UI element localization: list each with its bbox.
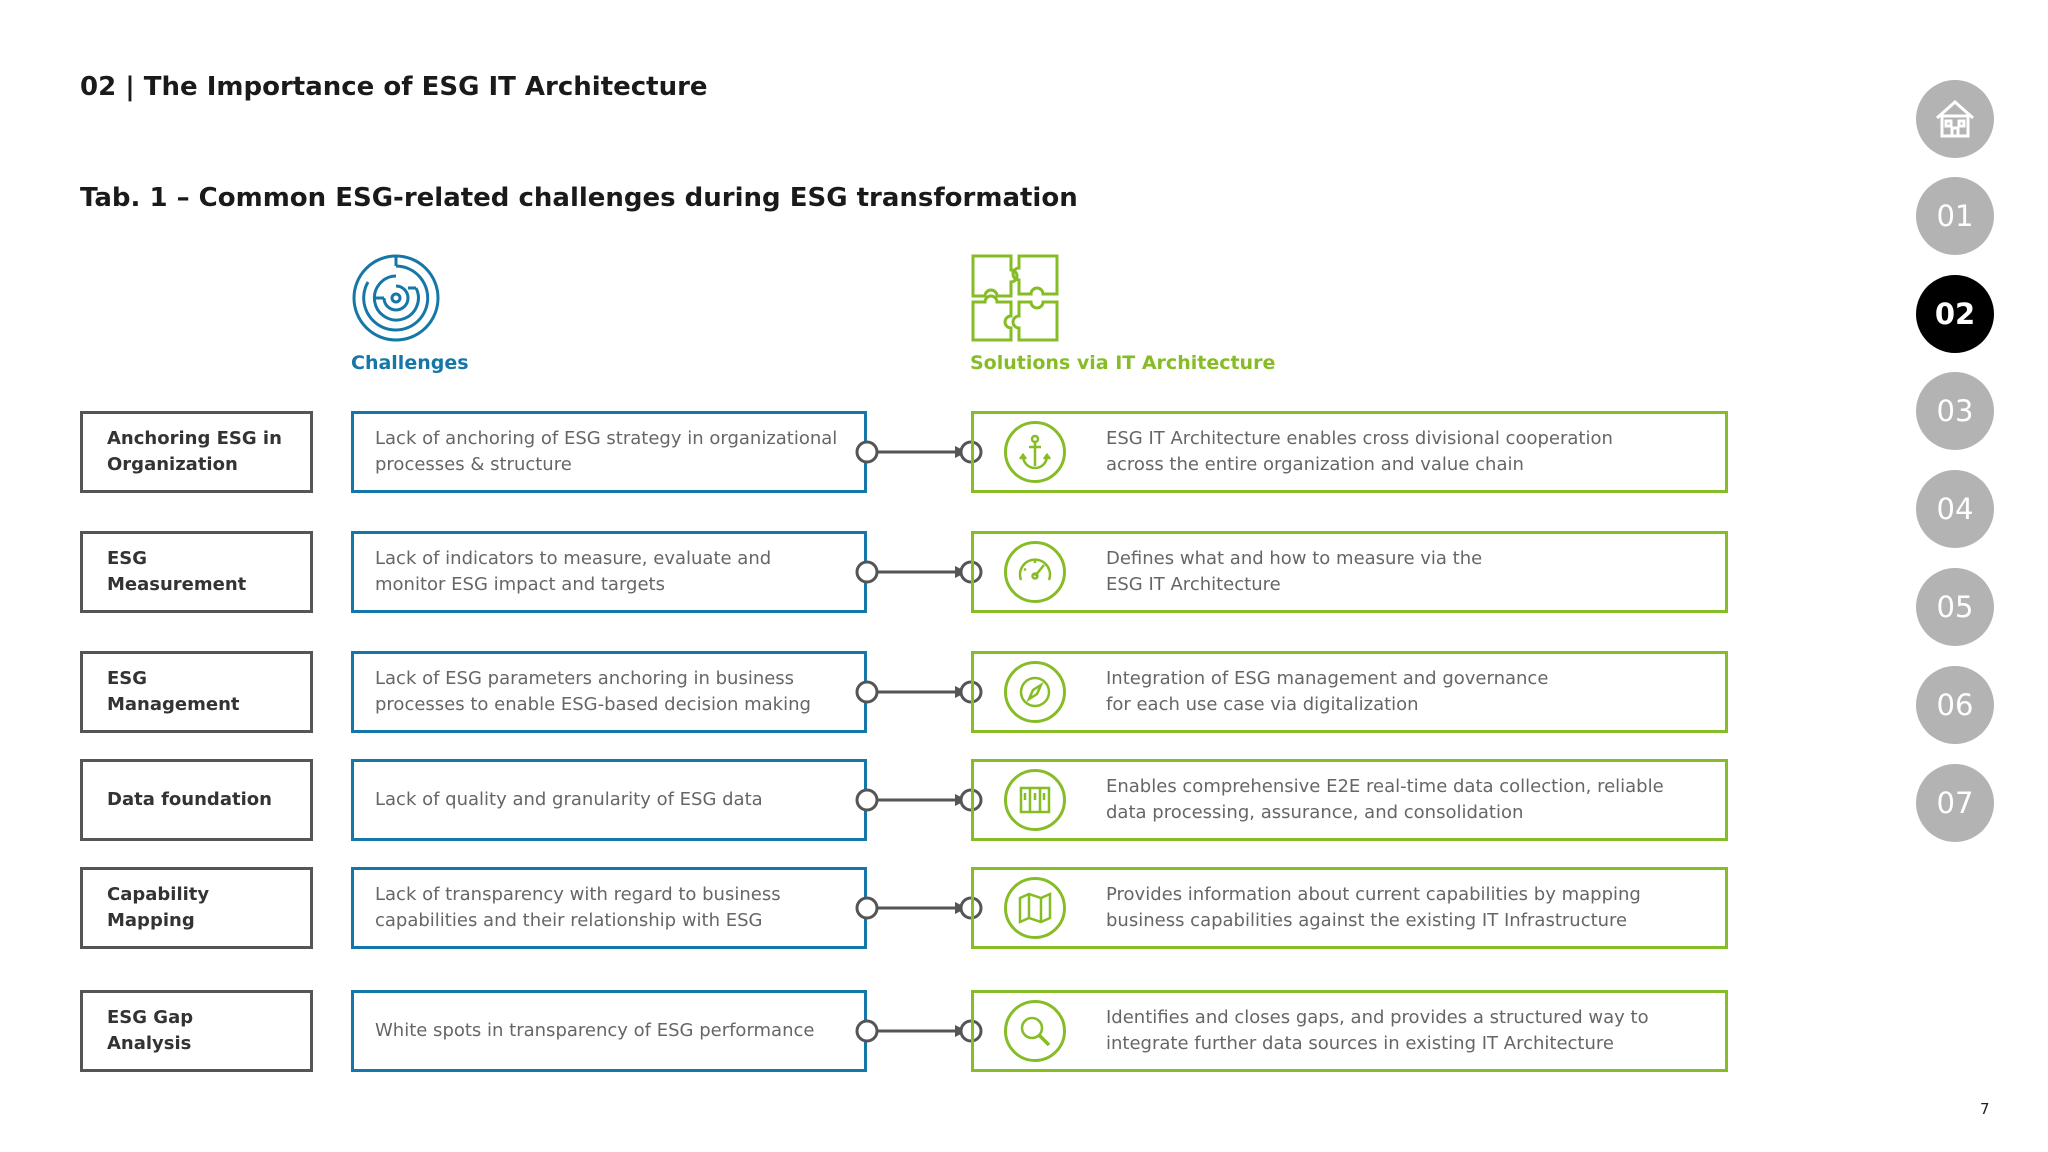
nav-section-01[interactable]: 01 <box>1916 177 1994 255</box>
connector-arrow <box>851 890 987 926</box>
category-box: ESG Gap Analysis <box>80 990 313 1072</box>
connector-arrow <box>851 782 987 818</box>
map-icon <box>1004 877 1066 939</box>
compass-icon <box>1004 661 1066 723</box>
nav-section-04[interactable]: 04 <box>1916 470 1994 548</box>
anchor-icon <box>1004 421 1066 483</box>
category-box: ESG Measurement <box>80 531 313 613</box>
connector-arrow <box>851 434 987 470</box>
connector-arrow <box>851 554 987 590</box>
solutions-column-label: Solutions via IT Architecture <box>970 352 1276 374</box>
table-row <box>0 990 1740 1072</box>
page-number: 7 <box>1980 1100 1990 1118</box>
home-button[interactable] <box>1916 80 1994 158</box>
challenges-column-label: Challenges <box>351 352 469 374</box>
category-box: ESG Management <box>80 651 313 733</box>
connector-arrow <box>851 674 987 710</box>
home-icon <box>1932 96 1978 142</box>
solution-box: ESG IT Architecture enables cross divisional cooperation across the entire organization and value chain <box>971 411 1728 493</box>
challenge-box: Lack of ESG parameters anchoring in business processes to enable ESG-based decision making <box>351 651 867 733</box>
nav-section-03[interactable]: 03 <box>1916 372 1994 450</box>
table-title: Tab. 1 – Common ESG-related challenges during ESG transformation <box>80 183 1078 213</box>
challenge-box: Lack of indicators to measure, evaluate and monitor ESG impact and targets <box>351 531 867 613</box>
magnifier-icon <box>1004 1000 1066 1062</box>
solution-box: Enables comprehensive E2E real-time data collection, reliable data processing, assurance, and consolidation <box>971 759 1728 841</box>
challenge-box: Lack of quality and granularity of ESG data <box>351 759 867 841</box>
challenge-box: White spots in transparency of ESG performance <box>351 990 867 1072</box>
challenge-box: Lack of anchoring of ESG strategy in organizational processes & structure <box>351 411 867 493</box>
table-row <box>0 867 1740 949</box>
solution-box: Identifies and closes gaps, and provides a structured way to integrate further data sources in existing IT Architecture <box>971 990 1728 1072</box>
category-box: Data foundation <box>80 759 313 841</box>
category-box: Anchoring ESG in Organization <box>80 411 313 493</box>
table-row <box>0 651 1740 733</box>
solution-box: Defines what and how to measure via the ESG IT Architecture <box>971 531 1728 613</box>
gauge-icon <box>1004 541 1066 603</box>
section-title: 02 | The Importance of ESG IT Architecture <box>80 72 708 102</box>
challenge-box: Lack of transparency with regard to business capabilities and their relationship with ESG <box>351 867 867 949</box>
solution-box: Integration of ESG management and governance for each use case via digitalization <box>971 651 1728 733</box>
connector-arrow <box>851 1013 987 1049</box>
database-icon <box>1004 769 1066 831</box>
table-row <box>0 531 1740 613</box>
nav-section-05[interactable]: 05 <box>1916 568 1994 646</box>
category-box: Capability Mapping <box>80 867 313 949</box>
table-row <box>0 759 1740 841</box>
nav-section-07[interactable]: 07 <box>1916 764 1994 842</box>
nav-section-02[interactable]: 02 <box>1916 275 1994 353</box>
maze-icon <box>351 253 441 343</box>
table-row <box>0 411 1740 493</box>
solution-box: Provides information about current capabilities by mapping business capabilities against the existing IT Infrastructure <box>971 867 1728 949</box>
puzzle-icon <box>970 253 1060 343</box>
nav-section-06[interactable]: 06 <box>1916 666 1994 744</box>
